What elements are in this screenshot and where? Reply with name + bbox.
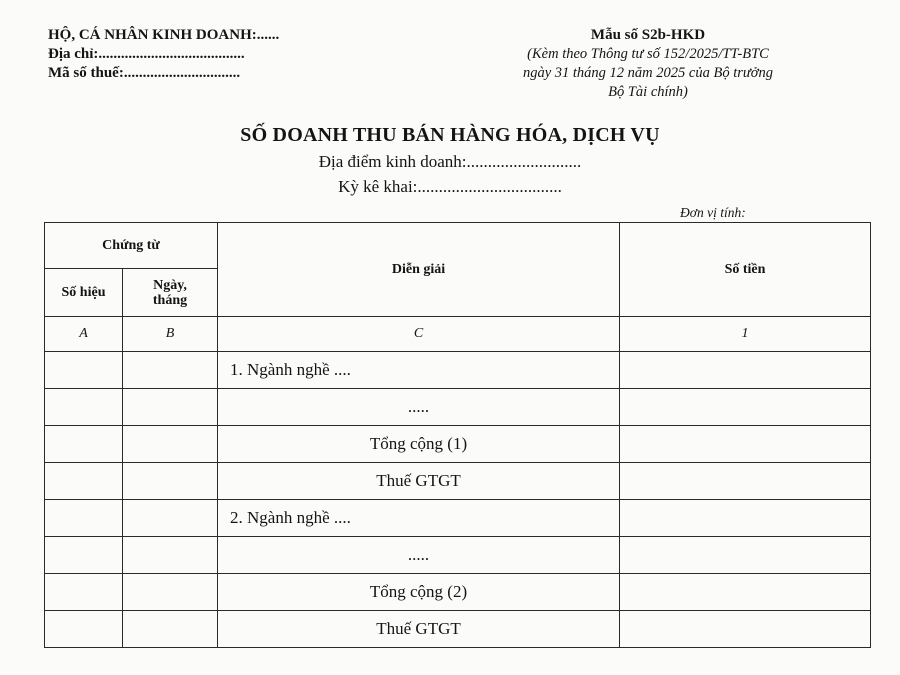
voucher-number-cell[interactable] <box>45 463 123 500</box>
attachment-line-3: Bộ Tài chính) <box>608 84 688 100</box>
table-row <box>45 426 871 463</box>
form-number: Mẫu số S2b-HKD <box>590 27 706 43</box>
voucher-number-cell[interactable] <box>45 611 123 648</box>
column-code-1: 1 <box>620 317 871 352</box>
amount-cell[interactable] <box>620 611 871 648</box>
table-row <box>45 537 871 574</box>
amount-cell[interactable] <box>620 389 871 426</box>
attachment-line-1: (Kèm theo Thông tư số 152/2025/TT-BTC <box>527 46 769 62</box>
column-code-b: B <box>123 317 218 352</box>
description-cell: 1. Ngành nghề .... <box>218 352 620 389</box>
voucher-date-cell[interactable] <box>123 537 218 574</box>
amount-cell[interactable] <box>620 352 871 389</box>
amount-cell[interactable] <box>620 463 871 500</box>
description-header: Diễn giải <box>218 223 620 317</box>
table-row <box>45 500 871 537</box>
voucher-date-header <box>123 269 218 317</box>
table-row <box>45 574 871 611</box>
table-header-row <box>45 223 871 269</box>
declaration-period: Kỳ kê khai:.................................. <box>338 177 562 196</box>
column-code-a: A <box>45 317 123 352</box>
amount-cell[interactable] <box>620 574 871 611</box>
unit-label: Đơn vị tính: <box>680 205 746 220</box>
description-cell: Tổng cộng (1) <box>218 426 620 463</box>
business-location: Địa điểm kinh doanh:........................... <box>318 152 582 171</box>
voucher-number-cell[interactable] <box>45 500 123 537</box>
table-row <box>45 611 871 648</box>
column-code-c: C <box>218 317 620 352</box>
voucher-number-cell[interactable] <box>45 389 123 426</box>
table-row <box>45 389 871 426</box>
business-header <box>48 26 279 83</box>
voucher-number-cell[interactable] <box>45 426 123 463</box>
voucher-date-cell[interactable] <box>123 500 218 537</box>
voucher-number-cell[interactable] <box>45 574 123 611</box>
form-reference <box>448 26 848 102</box>
table-row <box>45 463 871 500</box>
voucher-number-cell[interactable] <box>45 352 123 389</box>
description-cell: Thuế GTGT <box>218 463 620 500</box>
document-title: SỐ DOANH THU BÁN HÀNG HÓA, DỊCH VỤ <box>240 124 660 146</box>
voucher-date-cell[interactable] <box>123 352 218 389</box>
description-cell: ..... <box>218 537 620 574</box>
amount-cell[interactable] <box>620 426 871 463</box>
voucher-date-cell[interactable] <box>123 389 218 426</box>
amount-header: Số tiền <box>620 223 871 317</box>
voucher-date-cell[interactable] <box>123 574 218 611</box>
address-line: Địa chỉ:....................................... <box>48 46 245 62</box>
tax-code-line: Mã số thuế:............................... <box>48 65 241 81</box>
description-cell: 2. Ngành nghề .... <box>218 500 620 537</box>
voucher-date-header-line2: tháng <box>152 292 188 308</box>
revenue-ledger-table <box>44 222 871 648</box>
voucher-number-header: Số hiệu <box>45 269 123 317</box>
description-cell: Thuế GTGT <box>218 611 620 648</box>
voucher-date-header-line1: Ngày, <box>153 277 187 293</box>
amount-cell[interactable] <box>620 500 871 537</box>
voucher-date-cell[interactable] <box>123 426 218 463</box>
voucher-number-cell[interactable] <box>45 537 123 574</box>
amount-cell[interactable] <box>620 537 871 574</box>
voucher-date-cell[interactable] <box>123 463 218 500</box>
column-code-row <box>45 317 871 352</box>
attachment-line-2: ngày 31 tháng 12 năm 2025 của Bộ trưởng <box>522 65 774 81</box>
business-name-line: HỘ, CÁ NHÂN KINH DOANH:...... <box>48 27 280 43</box>
voucher-date-cell[interactable] <box>123 611 218 648</box>
voucher-group-header: Chứng từ <box>45 223 218 269</box>
table-row <box>45 352 871 389</box>
description-cell: Tổng cộng (2) <box>218 574 620 611</box>
description-cell: ..... <box>218 389 620 426</box>
